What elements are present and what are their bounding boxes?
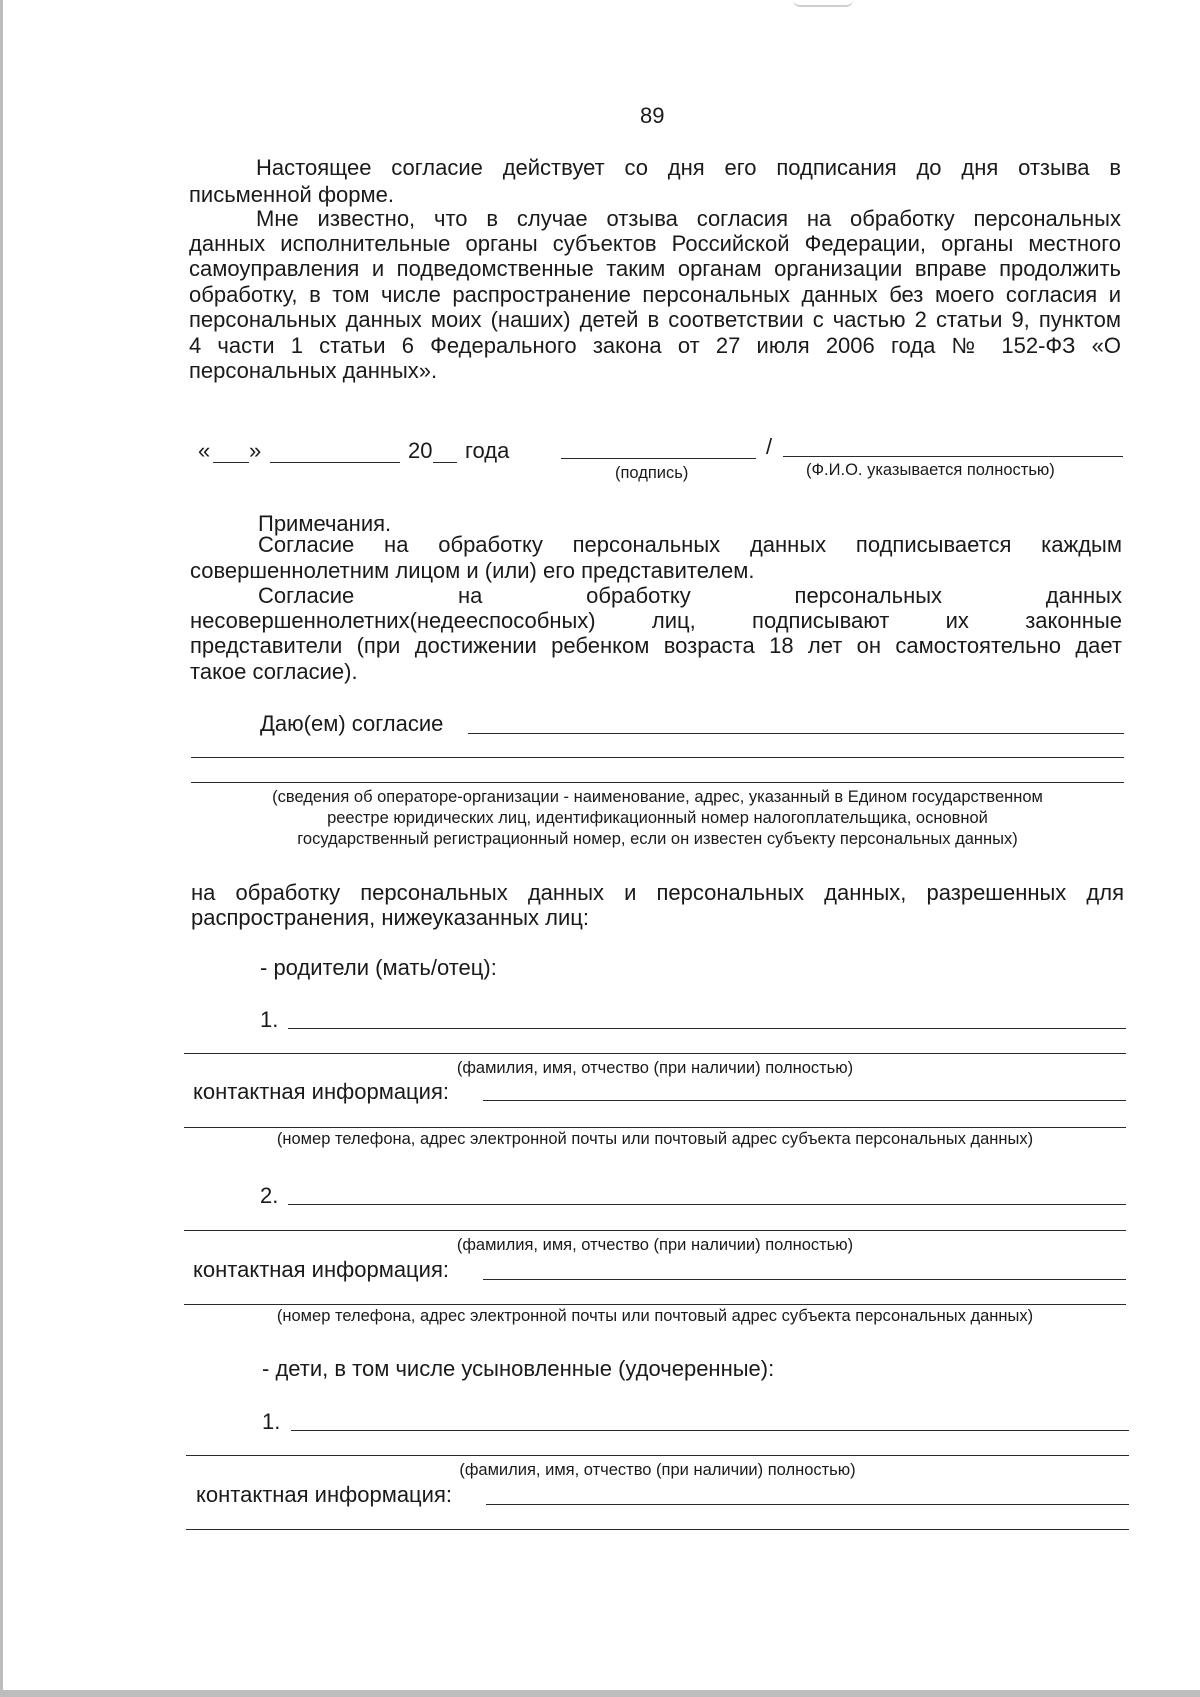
parent-1-name-field-1[interactable]: [288, 1028, 1126, 1029]
year-prefix: 20: [408, 438, 433, 463]
parent-1-contact-field-2[interactable]: [184, 1127, 1126, 1128]
child-1-number: 1.: [262, 1409, 281, 1434]
note2-line-4: такое согласие).: [190, 659, 358, 684]
note1-line-2: совершеннолетним лицом и (или) его представителем.: [190, 558, 755, 583]
para2-line-3: самоуправления и подведомственные таким органам организации вправе продолжить: [189, 256, 1121, 281]
fio-caption: (Ф.И.О. указывается полностью): [806, 461, 1055, 479]
notes-title: Примечания.: [258, 511, 392, 536]
child-1-name-caption: (фамилия, имя, отчество (при наличии) полностью): [459, 1461, 856, 1479]
parent-1-contact-caption: (номер телефона, адрес электронной почты или почтовый адрес субъекта персональных данных): [276, 1130, 1034, 1148]
parent-2-contact-field-2[interactable]: [184, 1304, 1126, 1305]
child-1-contact-field-1[interactable]: [486, 1504, 1129, 1505]
parents-heading: - родители (мать/отец):: [260, 955, 497, 980]
parent-1-contact-label: контактная информация:: [193, 1079, 449, 1104]
parent-2-number: 2.: [260, 1183, 279, 1208]
para1-line-2: письменной форме.: [189, 182, 395, 207]
parent-2-contact-field-1[interactable]: [483, 1279, 1126, 1280]
purpose-line-2: распространения, нижеуказанных лиц:: [191, 905, 589, 930]
note2-line-2: несовершеннолетних(недееспособных) лиц, подписывают их законные: [190, 608, 1122, 633]
operator-field-1[interactable]: [468, 733, 1124, 734]
purpose-line-1: на обработку персональных данных и персональных данных, разрешенных для: [191, 880, 1124, 905]
fio-field[interactable]: [783, 456, 1123, 457]
child-1-contact-field-2[interactable]: [186, 1529, 1129, 1530]
para2-line-4: обработку, в том числе распространение персональных данных без моего согласия и: [189, 282, 1121, 307]
page-number: 89: [640, 103, 665, 128]
para1-line-1: Настоящее согласие действует со дня его подписания до дня отзыва в: [256, 155, 1121, 180]
signature-caption: (подпись): [615, 464, 689, 482]
parent-1-name-caption: (фамилия, имя, отчество (при наличии) полностью): [456, 1059, 854, 1077]
para2-line-1: Мне известно, что в случае отзыва согласия на обработку персональных: [256, 206, 1121, 231]
note2-line-3: представители (при достижении ребенком возраста 18 лет он самостоятельно дает: [190, 633, 1122, 658]
parent-2-name-caption: (фамилия, имя, отчество (при наличии) полностью): [456, 1236, 854, 1254]
operator-field-3[interactable]: [191, 782, 1124, 783]
date-quote-close: »: [249, 438, 262, 463]
operator-field-2[interactable]: [191, 757, 1124, 758]
para2-line-6: 4 части 1 статьи 6 Федерального закона от 27 июля 2006 года № 152-ФЗ «О: [189, 333, 1121, 358]
consent-label: Даю(ем) согласие: [260, 711, 444, 736]
year-field[interactable]: [433, 462, 457, 463]
para2-line-5: персональных данных моих (наших) детей в соответствии с частью 2 статьи 9, пунктом: [189, 307, 1121, 332]
child-1-name-field-1[interactable]: [291, 1430, 1129, 1431]
parent-1-contact-field-1[interactable]: [483, 1100, 1126, 1101]
children-heading: - дети, в том числе усыновленные (удочеренные):: [262, 1356, 775, 1381]
date-quote-open: «: [198, 438, 211, 463]
parent-2-contact-label: контактная информация:: [193, 1257, 449, 1282]
slash: /: [766, 434, 773, 459]
parent-1-name-field-2[interactable]: [184, 1053, 1126, 1054]
parent-1-number: 1.: [260, 1007, 279, 1032]
parent-2-name-field-1[interactable]: [288, 1204, 1126, 1205]
scan-artifact: [793, 0, 853, 7]
year-suffix: года: [465, 438, 510, 463]
note2-line-1: Согласие на обработку персональных данных: [258, 583, 1122, 608]
signature-field[interactable]: [561, 458, 756, 459]
note1-line-1: Согласие на обработку персональных данных подписывается каждым: [258, 532, 1122, 557]
parent-2-name-field-2[interactable]: [184, 1230, 1126, 1231]
document-page: [3, 0, 1200, 1690]
para2-line-7: персональных данных».: [189, 358, 438, 383]
parent-2-contact-caption: (номер телефона, адрес электронной почты или почтовый адрес субъекта персональных данных): [276, 1307, 1034, 1325]
day-field[interactable]: [213, 462, 249, 463]
operator-caption-3: государственный регистрационный номер, если он известен субъекту персональных данных): [297, 830, 1018, 848]
operator-caption-2: реестре юридических лиц, идентификационный номер налогоплательщика, основной: [327, 809, 988, 827]
child-1-contact-label: контактная информация:: [196, 1482, 452, 1507]
child-1-name-field-2[interactable]: [186, 1455, 1129, 1456]
para2-line-2: данных исполнительные органы субъектов Российской Федерации, органы местного: [189, 231, 1121, 256]
operator-caption-1: (сведения об операторе-организации - наименование, адрес, указанный в Едином государственном: [272, 788, 1043, 806]
month-field[interactable]: [270, 462, 400, 463]
